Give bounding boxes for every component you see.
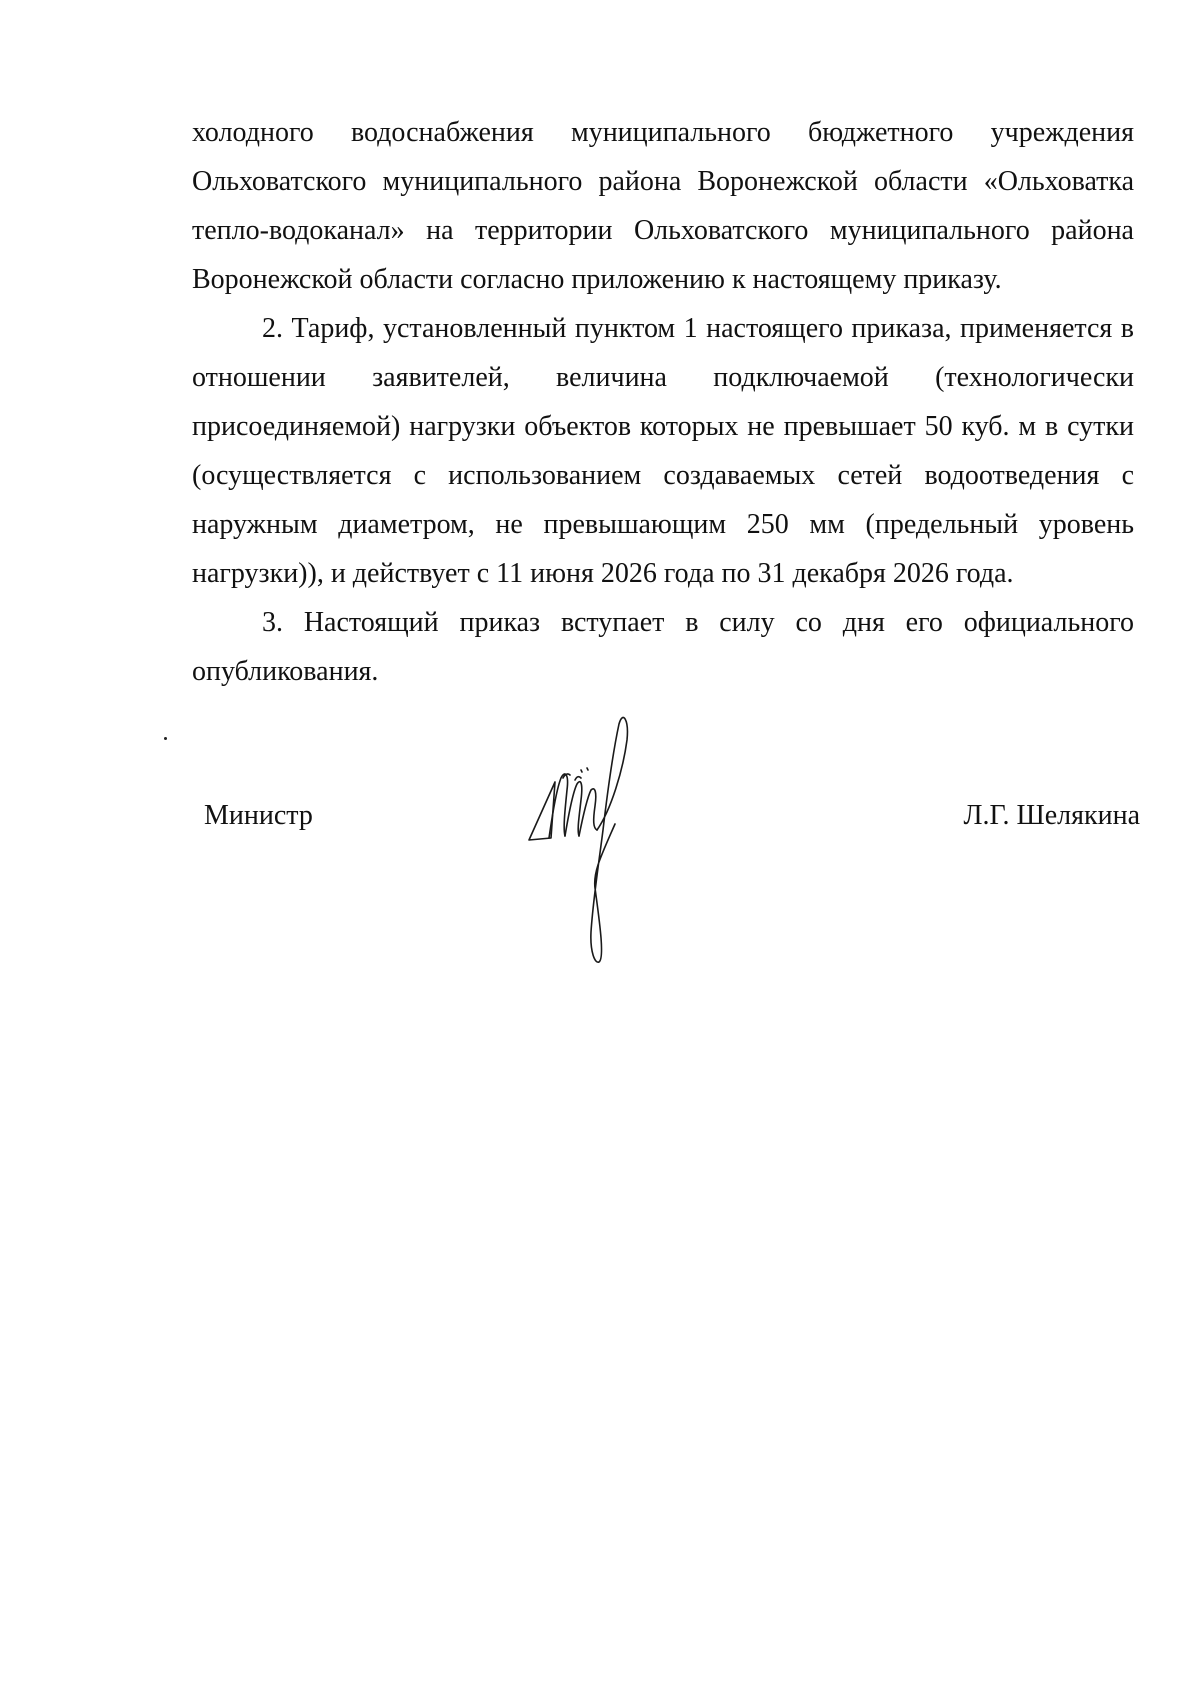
paragraph-3: 3. Настоящий приказ вступает в силу со дня его официального опубликования. bbox=[192, 607, 1134, 687]
paragraph-1: холодного водоснабжения муниципального бюджетного учреждения Ольховатского муниципального района Воронежской области «Ольховатка тепло-водоканал» на территории Ольховатского муниципального района Воронежской области согласно приложению к настоящему приказу. bbox=[192, 117, 1134, 295]
scan-speck bbox=[164, 737, 167, 740]
paragraph-2: 2. Тариф, установленный пунктом 1 настоящего приказа, применяется в отношении заявителей, величина подключаемой (технологически присоединяемой) нагрузки объектов которых не превышает 50 куб. м в сутки (осуществляется с использованием создаваемых сетей водоотведения с наружным диаметром, не превышающим 250 мм (предельный уровень нагрузки)), и действует с 11 июня 2026 года по 31 декабря 2026 года. bbox=[192, 313, 1134, 589]
document-body bbox=[192, 108, 1134, 696]
signatory-title: Министр bbox=[204, 800, 313, 831]
handwritten-signature bbox=[515, 700, 665, 970]
signatory-name: Л.Г. Шелякина bbox=[963, 800, 1140, 831]
